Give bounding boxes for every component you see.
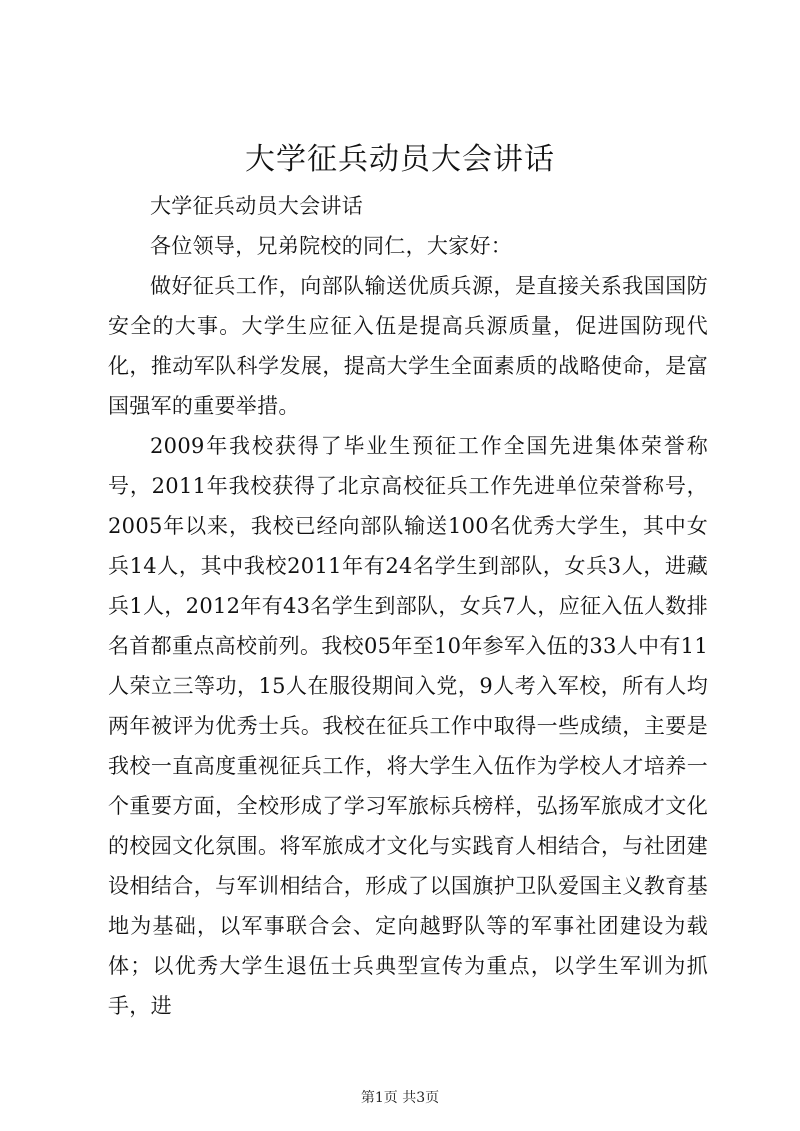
- page-title: 大学征兵动员大会讲话: [245, 142, 555, 177]
- paragraph-subtitle: 大学征兵动员大会讲话: [150, 194, 363, 218]
- page-footer: 第1页 共3页: [360, 1090, 440, 1106]
- paragraph-greeting: 各位领导，兄弟院校的同仁，大家好：: [150, 234, 513, 258]
- paragraph-intro: 做好征兵工作，向部队输送优质兵源，是直接关系我国国防安全的大事。大学生应征入伍是提高兵源质量，促进国防现代化，推动军队科学发展，提高大学生全面素质的战略使命，是富国强军的重要举措。: [108, 274, 708, 418]
- document-body: [108, 186, 708, 1026]
- paragraph-achievements: 2009年我校获得了毕业生预征工作全国先进集体荣誉称号，2011年我校获得了北京高校征兵工作先进单位荣誉称号，2005年以来，我校已经向部队输送100名优秀大学生，其中女兵14人，其中我校2011年有24名学生到部队，女兵3人，进藏兵1人，2012年有43名学生到部队，女兵7人，应征入伍人数排名首都重点高校前列。我校05年至10年参军入伍的33人中有11人荣立三等功，15人在服役期间入党，9人考入军校，所有人均两年被评为优秀士兵。我校在征兵工作中取得一些成绩，主要是我校一直高度重视征兵工作，将大学生入伍作为学校人才培养一个重要方面，全校形成了学习军旅标兵榜样，弘扬军旅成才文化的校园文化氛围。将军旅成才文化与实践育人相结合，与社团建设相结合，与军训相结合，形成了以国旗护卫队爱国主义教育基地为基础，以军事联合会、定向越野队等的军事社团建设为载体；以优秀大学生退伍士兵典型宣传为重点，以学生军训为抓手，进: [108, 434, 708, 1018]
